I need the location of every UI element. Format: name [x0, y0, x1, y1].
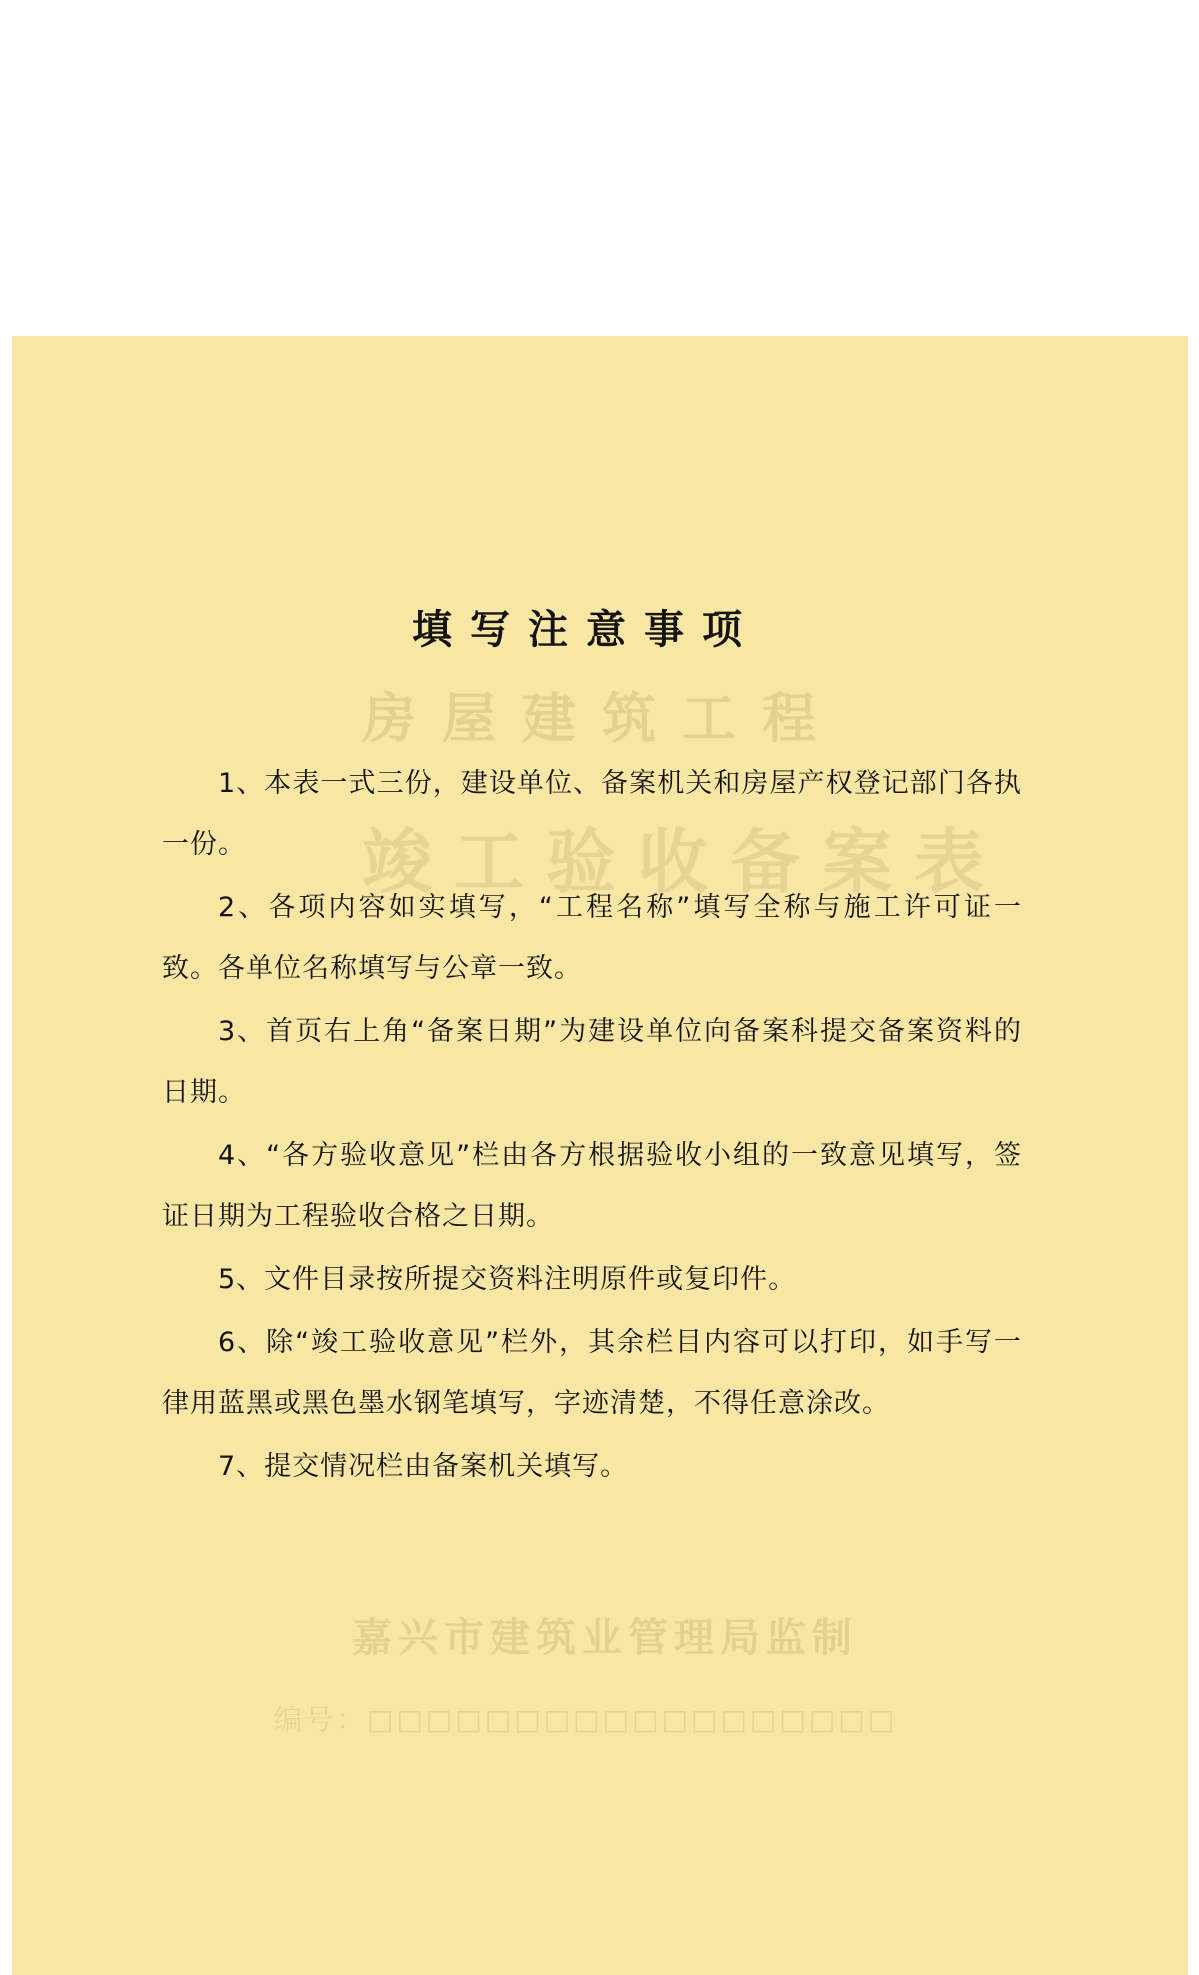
instruction-item-6: 6、除“竣工验收意见”栏外，其余栏目内容可以打印，如手写一律用蓝黑或黑色墨水钢笔填写，字迹清楚，不得任意涂改。: [162, 1327, 1022, 1419]
instruction-item-3: 3、首页右上角“备案日期”为建设单位向备案科提交备案资料的日期。: [162, 1016, 1022, 1108]
bleed-through-line1: 房屋建筑工程: [362, 686, 842, 750]
bleed-through-line2: 竣工验收备案表: [362, 820, 1006, 903]
instruction-item-2: 2、各项内容如实填写，“工程名称”填写全称与施工许可证一致。各单位名称填写与公章一致。: [162, 892, 1022, 984]
instruction-item-7: 7、提交情况栏由备案机关填写。: [218, 1451, 629, 1482]
bleed-through-code: 编号：□□□□□□□□□□□□□□□□□□: [274, 1703, 898, 1736]
instruction-item-4: 4、“各方验收意见”栏由各方根据验收小组的一致意见填写，签证日期为工程验收合格之日期。: [162, 1140, 1022, 1232]
bleed-through-org: 嘉兴市建筑业管理局监制: [352, 1614, 858, 1661]
instruction-list: [162, 753, 1022, 1497]
instruction-item-5: 5、文件目录按所提交资料注明原件或复印件。: [218, 1264, 797, 1295]
instruction-item-1: 1、本表一式三份，建设单位、备案机关和房屋产权登记部门各执一份。: [162, 768, 1022, 860]
yellow-paper-sheet: [12, 336, 1188, 1975]
page-title: 填写注意事项: [412, 607, 760, 653]
